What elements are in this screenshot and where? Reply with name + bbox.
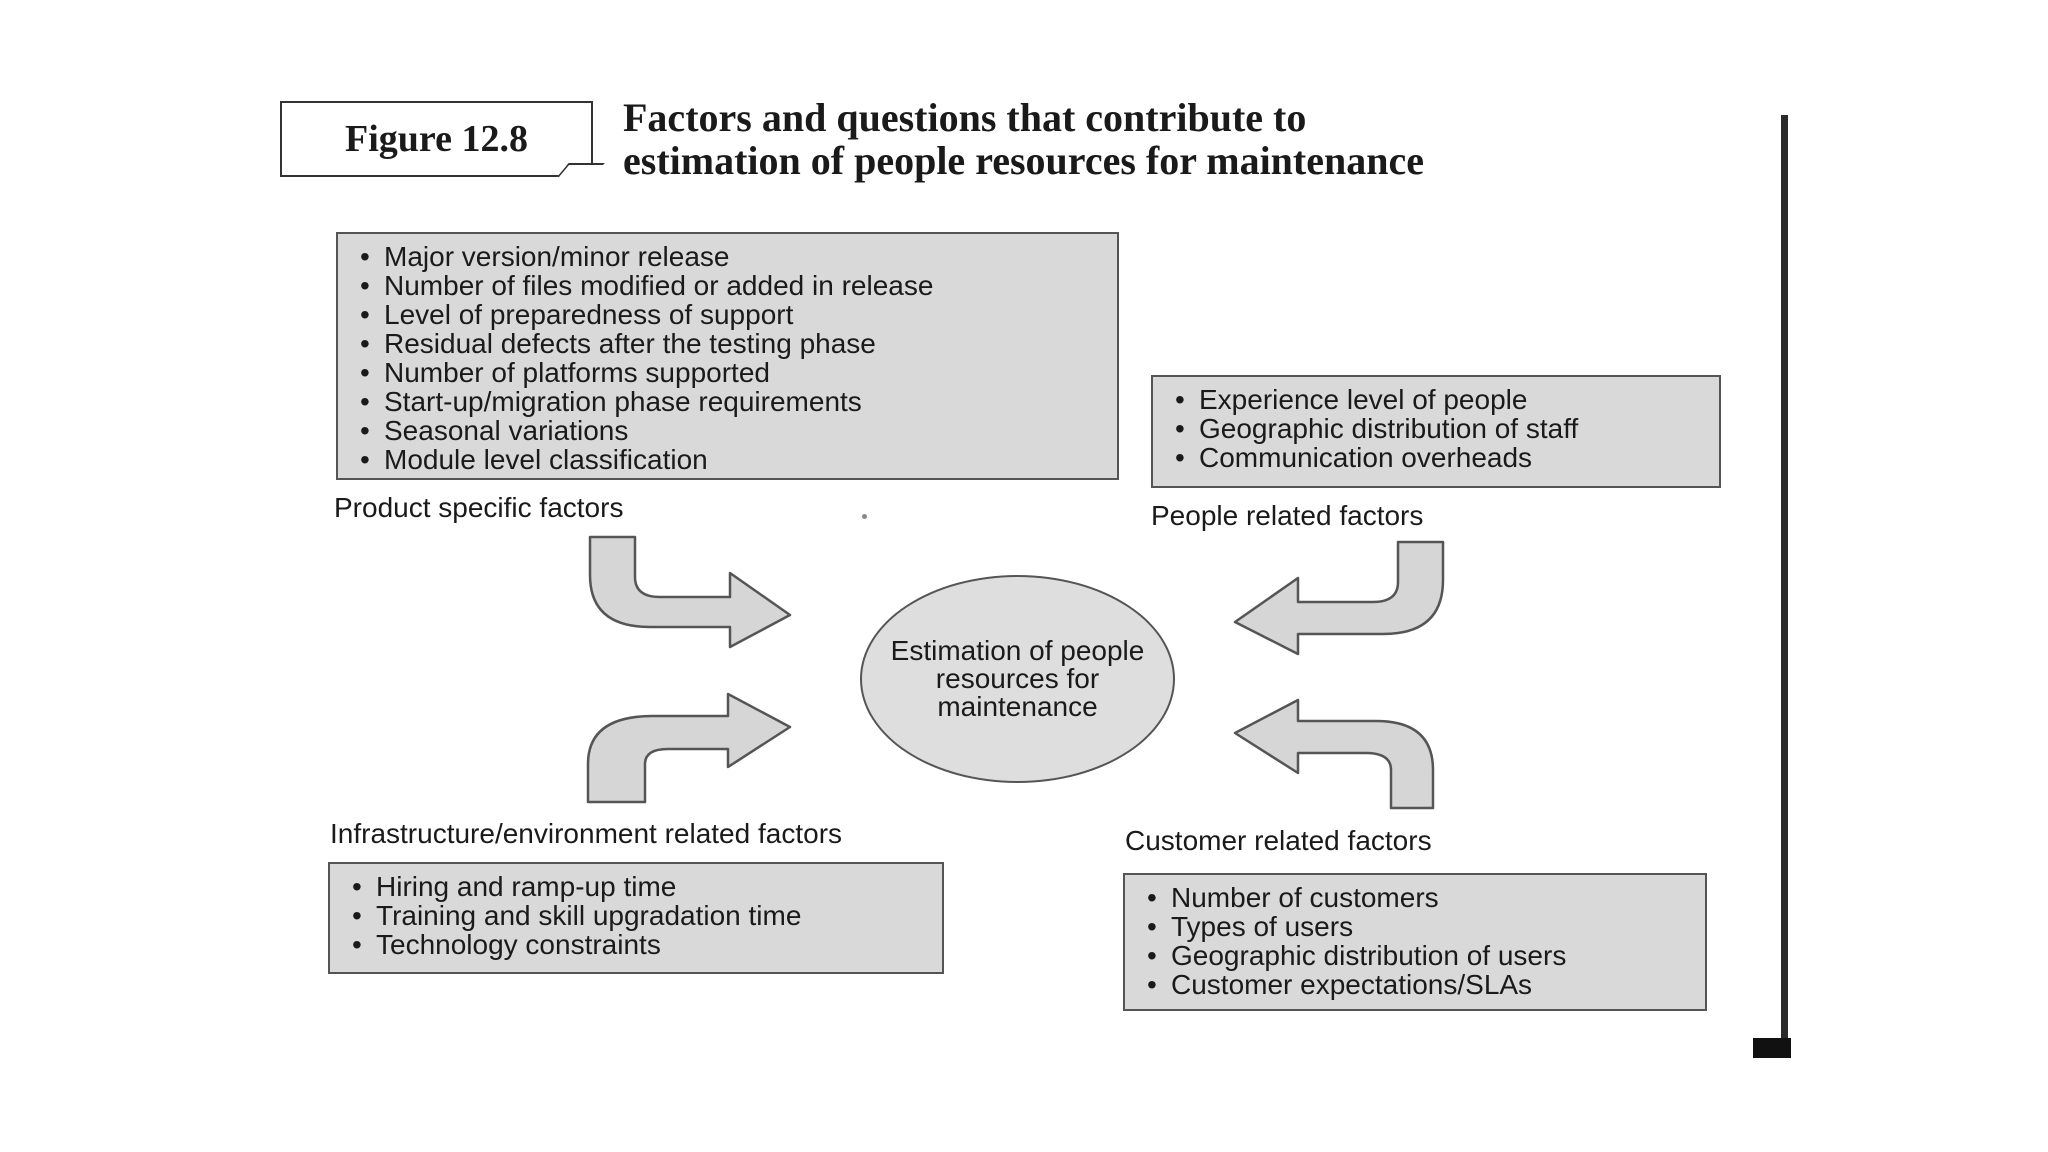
- curved-arrow-icon-top-right: [1228, 540, 1448, 662]
- curved-arrow-icon-top-left: [585, 535, 795, 655]
- figure-title-line-2: estimation of people resources for maintenance: [623, 138, 1424, 183]
- infrastructure-factors-list: [352, 872, 928, 959]
- people-factors-caption: People related factors: [1151, 500, 1424, 531]
- estimation-circle: [860, 575, 1175, 783]
- product-factors-box: [336, 232, 1119, 480]
- list-item: • Number of platforms supported: [360, 358, 1103, 387]
- people-factors-list: [1175, 385, 1705, 472]
- list-item: • Geographic distribution of staff: [1175, 414, 1705, 443]
- list-item: • Experience level of people: [1175, 385, 1705, 414]
- infrastructure-factors-caption: Infrastructure/environment related factors: [330, 818, 843, 849]
- list-item: • Residual defects after the testing phase: [360, 329, 1103, 358]
- list-item: • Hiring and ramp-up time: [352, 872, 928, 901]
- list-item: • Training and skill upgradation time: [352, 901, 928, 930]
- list-item: • Types of users: [1147, 912, 1691, 941]
- vertical-rule-end: [1753, 1038, 1791, 1058]
- figure-title-line-1: Factors and questions that contribute to: [623, 95, 1307, 140]
- customer-factors-caption: Customer related factors: [1125, 825, 1432, 856]
- product-factors-caption: Product specific factors: [334, 492, 624, 523]
- list-item: • Level of preparedness of support: [360, 300, 1103, 329]
- customer-factors-box: [1123, 873, 1707, 1011]
- customer-factors-list: [1147, 883, 1691, 999]
- list-item: • Communication overheads: [1175, 443, 1705, 472]
- product-factors-list: [360, 242, 1103, 474]
- list-item: • Seasonal variations: [360, 416, 1103, 445]
- curved-arrow-icon-bottom-left: [583, 692, 795, 804]
- infrastructure-factors-box: [328, 862, 944, 974]
- estimation-circle-text: Estimation of people resources for maintenance: [890, 635, 1145, 722]
- folded-corner: [557, 163, 605, 177]
- list-item: • Module level classification: [360, 445, 1103, 474]
- figure-label: [280, 101, 593, 177]
- list-item: • Number of customers: [1147, 883, 1691, 912]
- list-item: • Customer expectations/SLAs: [1147, 970, 1691, 999]
- list-item: • Technology constraints: [352, 930, 928, 959]
- list-item: • Geographic distribution of users: [1147, 941, 1691, 970]
- vertical-rule: [1781, 115, 1788, 1040]
- people-factors-box: [1151, 375, 1721, 488]
- list-item: • Start-up/migration phase requirements: [360, 387, 1103, 416]
- figure-label-text: Figure 12.8: [345, 118, 528, 160]
- speck: [862, 514, 867, 519]
- list-item: • Major version/minor release: [360, 242, 1103, 271]
- curved-arrow-icon-bottom-right: [1230, 698, 1438, 810]
- figure-title: [623, 96, 1723, 182]
- list-item: • Number of files modified or added in release: [360, 271, 1103, 300]
